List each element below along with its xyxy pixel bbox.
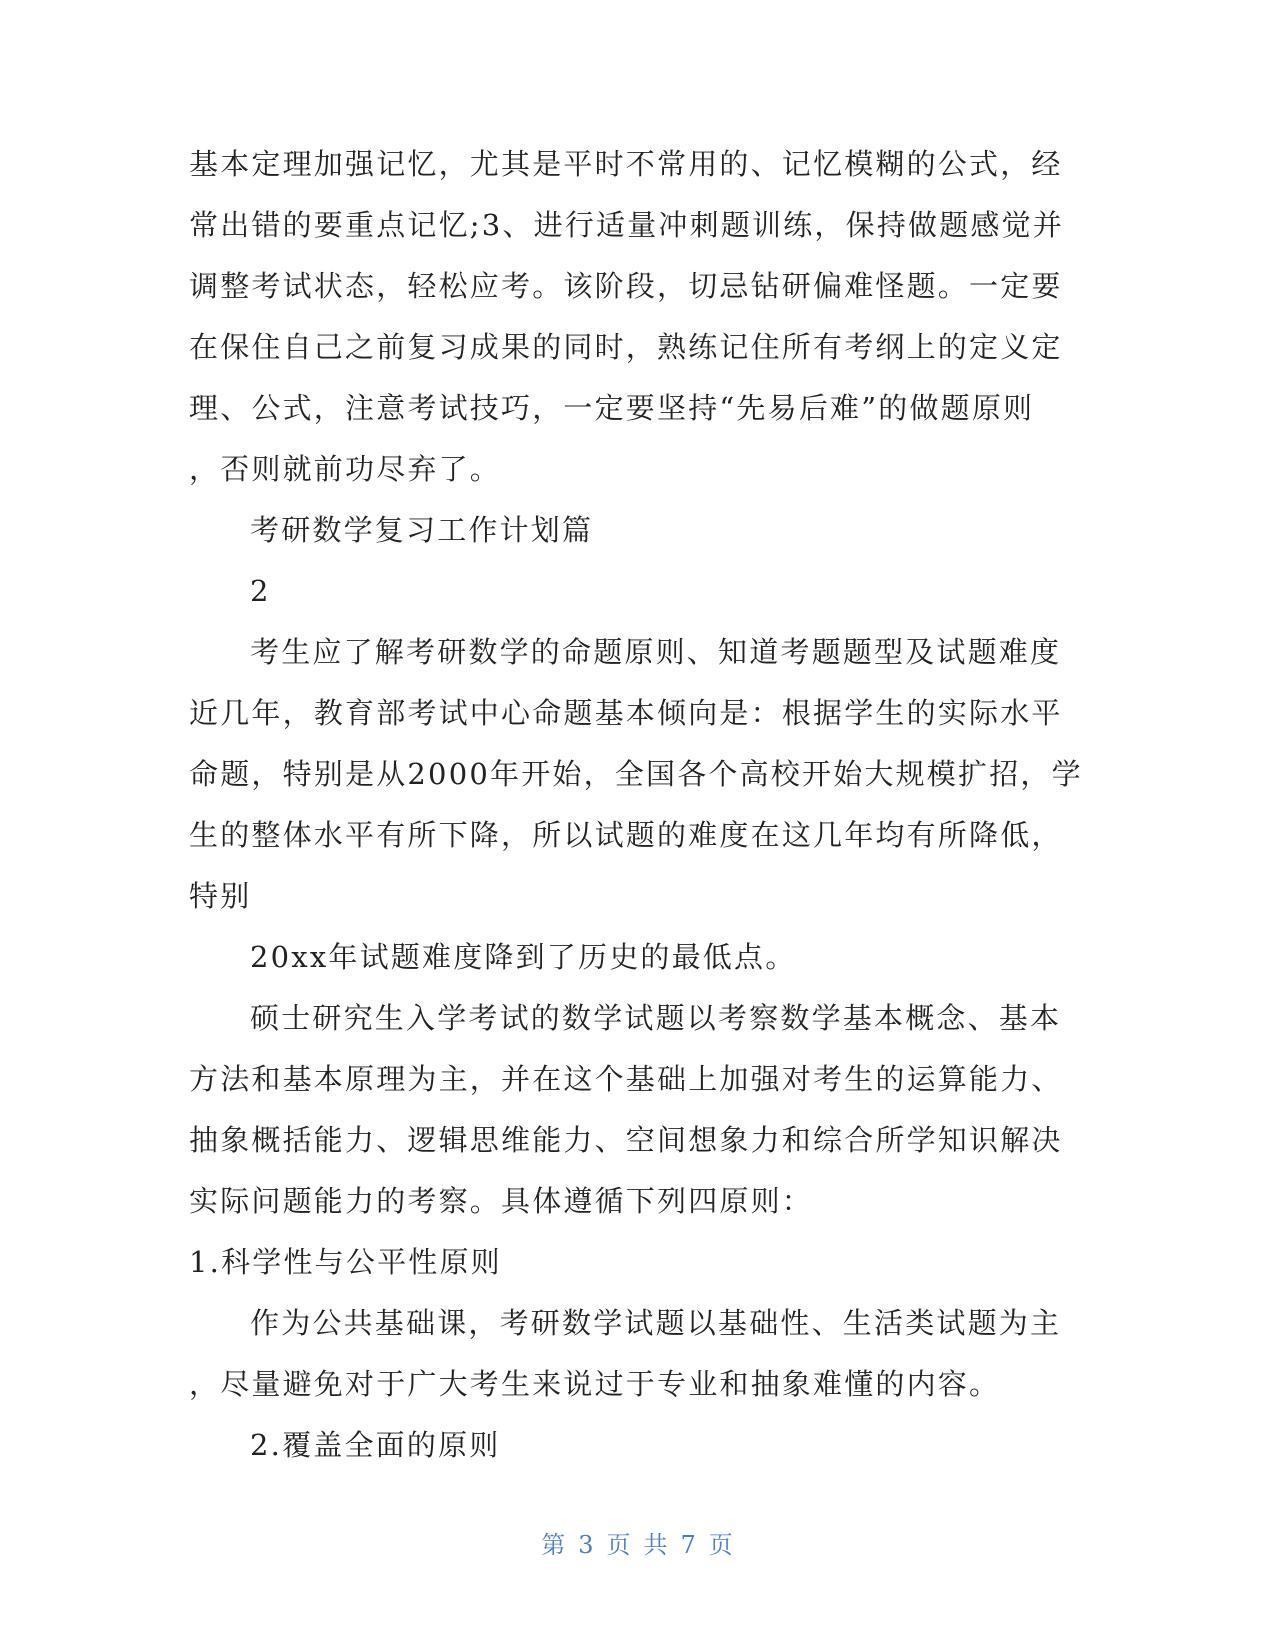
list-heading-2: 2.覆盖全面的原则 [250,1428,501,1462]
text-line: 抽象概括能力、逻辑思维能力、空间想象力和综合所学知识解决 [189,1123,1063,1157]
text-line: 近几年，教育部考试中心命题基本倾向是：根据学生的实际水平 [189,696,1063,730]
page-footer [0,1525,1275,1560]
footer-prefix: 第 [541,1531,567,1559]
text-line: 20xx年试题难度降到了历史的最低点。 [250,940,797,974]
text-line: 基本定理加强记忆，尤其是平时不常用的、记忆模糊的公式，经 [189,147,1063,181]
text-line: ，尽量避免对于广大考生来说过于专业和抽象难懂的内容。 [189,1367,1001,1401]
text-line: 在保住自己之前复习成果的同时，熟练记住所有考纲上的定义定 [189,330,1063,364]
text-line: 理、公式，注意考试技巧，一定要坚持“先易后难”的做题原则 [189,391,1035,425]
text-line: 生的整体水平有所下降，所以试题的难度在这几年均有所降低， [189,818,1063,852]
text-line: 考生应了解考研数学的命题原则、知道考题题型及试题难度 [250,635,1062,669]
footer-total-pages: 7 [680,1531,697,1559]
text-line: 作为公共基础课，考研数学试题以基础性、生活类试题为主 [250,1306,1062,1340]
footer-total-word: 共 [643,1531,669,1559]
text-line: 特别 [189,879,252,913]
text-line: 常出错的要重点记忆;3、进行适量冲刺题训练，保持做题感觉并 [189,208,1065,242]
text-line: 实际问题能力的考察。具体遵循下列四原则： [189,1184,814,1218]
list-heading-1: 1.科学性与公平性原则 [189,1245,502,1279]
text-line: 方法和基本原理为主，并在这个基础上加强对考生的运算能力、 [189,1062,1063,1096]
footer-page-word: 页 [606,1531,632,1559]
section-title: 考研数学复习工作计划篇 [250,513,594,547]
footer-current-page: 3 [578,1531,595,1559]
text-line: ，否则就前功尽弃了。 [189,452,502,486]
text-line: 硕士研究生入学考试的数学试题以考察数学基本概念、基本 [250,1001,1062,1035]
text-line: 调整考试状态，轻松应考。该阶段，切忌钻研偏难怪题。一定要 [189,269,1063,303]
footer-suffix: 页 [708,1531,734,1559]
text-line: 命题，特别是从2000年开始，全国各个高校开始大规模扩招，学 [189,757,1083,791]
section-number: 2 [250,574,271,608]
document-body [189,134,1083,1476]
